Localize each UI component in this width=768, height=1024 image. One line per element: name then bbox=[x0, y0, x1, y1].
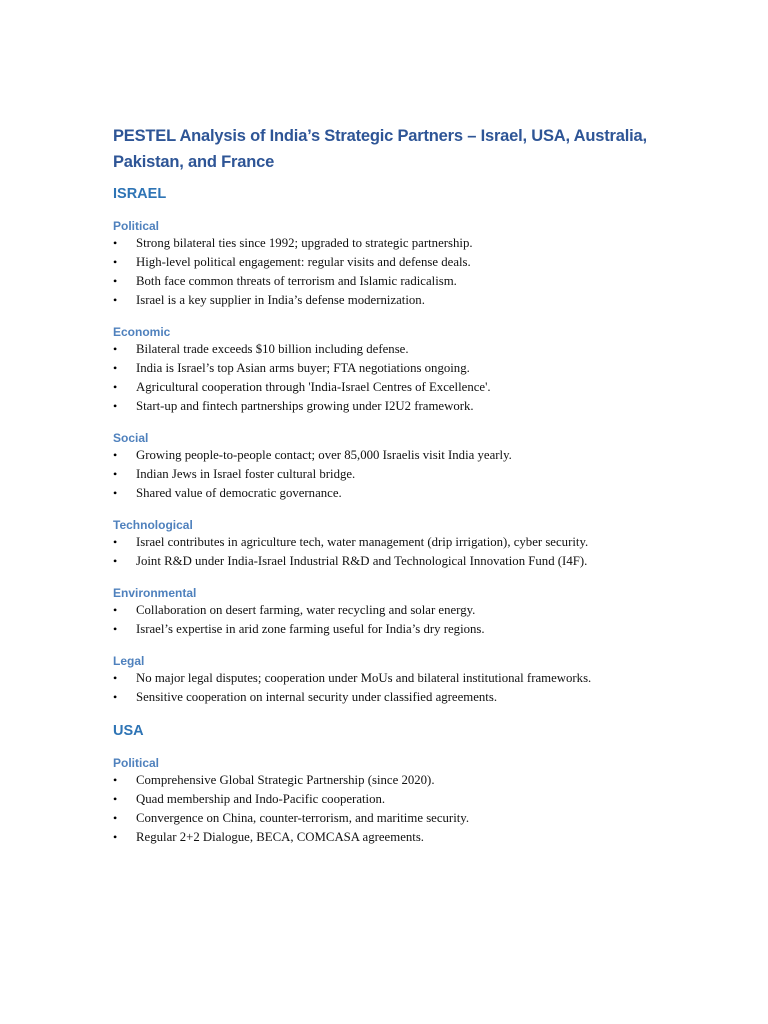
list-item bbox=[113, 790, 653, 809]
israel-environmental-heading: Environmental bbox=[113, 586, 197, 600]
list-item bbox=[113, 234, 653, 253]
list-item-text: Sensitive cooperation on internal security under classified agreements. bbox=[136, 690, 498, 704]
list-item bbox=[113, 291, 653, 310]
bullet-icon: • bbox=[113, 792, 118, 806]
list-item bbox=[113, 465, 653, 484]
bullet-icon: • bbox=[113, 236, 118, 250]
bullet-icon: • bbox=[113, 535, 118, 549]
list-item-text: Quad membership and Indo-Pacific cooperation. bbox=[136, 792, 386, 806]
list-item bbox=[113, 397, 653, 416]
list-item-text: No major legal disputes; cooperation under MoUs and bilateral institutional frameworks. bbox=[136, 671, 592, 685]
list-item bbox=[113, 484, 653, 503]
list-item bbox=[113, 669, 653, 688]
bullet-icon: • bbox=[113, 486, 118, 500]
list-item-text: Collaboration on desert farming, water recycling and solar energy. bbox=[136, 603, 476, 617]
list-item bbox=[113, 828, 653, 847]
list-item bbox=[113, 533, 653, 552]
bullet-icon: • bbox=[113, 554, 118, 568]
israel-social-list bbox=[113, 446, 653, 503]
bullet-icon: • bbox=[113, 811, 118, 825]
list-item-text: High-level political engagement: regular visits and defense deals. bbox=[136, 255, 471, 269]
usa-political-list bbox=[113, 771, 653, 847]
usa-political-heading: Political bbox=[113, 756, 160, 770]
list-item-text: Israel’s expertise in arid zone farming useful for India’s dry regions. bbox=[136, 622, 485, 636]
list-item bbox=[113, 771, 653, 790]
bullet-icon: • bbox=[113, 603, 118, 617]
list-item bbox=[113, 272, 653, 291]
israel-legal-heading: Legal bbox=[113, 654, 145, 668]
country-heading-usa: USA bbox=[113, 723, 144, 739]
israel-political-list bbox=[113, 234, 653, 310]
israel-technological-list bbox=[113, 533, 653, 571]
list-item bbox=[113, 688, 653, 707]
list-item-text: Israel is a key supplier in India’s defense modernization. bbox=[136, 293, 425, 307]
list-item bbox=[113, 601, 653, 620]
bullet-icon: • bbox=[113, 622, 118, 636]
israel-environmental-list bbox=[113, 601, 653, 639]
list-item bbox=[113, 620, 653, 639]
list-item-text: Both face common threats of terrorism and Islamic radicalism. bbox=[136, 274, 457, 288]
list-item-text: Start-up and fintech partnerships growing under I2U2 framework. bbox=[136, 399, 474, 413]
bullet-icon: • bbox=[113, 380, 118, 394]
list-item-text: Indian Jews in Israel foster cultural bridge. bbox=[136, 467, 356, 481]
list-item-text: Bilateral trade exceeds $10 billion including defense. bbox=[136, 342, 409, 356]
bullet-icon: • bbox=[113, 274, 118, 288]
list-item-text: Joint R&D under India-Israel Industrial R&D and Technological Innovation Fund (I4F). bbox=[136, 554, 588, 568]
bullet-icon: • bbox=[113, 342, 118, 356]
israel-legal-list bbox=[113, 669, 653, 707]
israel-political-heading: Political bbox=[113, 219, 160, 233]
israel-social-heading: Social bbox=[113, 431, 149, 445]
bullet-icon: • bbox=[113, 773, 118, 787]
document-title: PESTEL Analysis of India’s Strategic Partners – Israel, USA, Australia, Pakistan, and France bbox=[113, 127, 647, 171]
bullet-icon: • bbox=[113, 448, 118, 462]
list-item-text: Convergence on China, counter-terrorism, and maritime security. bbox=[136, 811, 470, 825]
list-item-text: Growing people-to-people contact; over 85,000 Israelis visit India yearly. bbox=[136, 448, 512, 462]
list-item-text: Agricultural cooperation through 'India-Israel Centres of Excellence'. bbox=[136, 380, 491, 394]
list-item bbox=[113, 340, 653, 359]
israel-technological-heading: Technological bbox=[113, 518, 193, 532]
list-item-text: Israel contributes in agriculture tech, water management (drip irrigation), cyber security. bbox=[136, 535, 589, 549]
bullet-icon: • bbox=[113, 293, 118, 307]
list-item-text: Strong bilateral ties since 1992; upgraded to strategic partnership. bbox=[136, 236, 473, 250]
israel-economic-heading: Economic bbox=[113, 325, 171, 339]
list-item bbox=[113, 552, 653, 571]
bullet-icon: • bbox=[113, 671, 118, 685]
document-page bbox=[113, 123, 653, 847]
list-item-text: Comprehensive Global Strategic Partnership (since 2020). bbox=[136, 773, 435, 787]
list-item-text: India is Israel’s top Asian arms buyer; FTA negotiations ongoing. bbox=[136, 361, 470, 375]
bullet-icon: • bbox=[113, 467, 118, 481]
list-item bbox=[113, 378, 653, 397]
list-item bbox=[113, 809, 653, 828]
list-item-text: Regular 2+2 Dialogue, BECA, COMCASA agreements. bbox=[136, 830, 425, 844]
list-item bbox=[113, 359, 653, 378]
israel-economic-list bbox=[113, 340, 653, 416]
bullet-icon: • bbox=[113, 830, 118, 844]
bullet-icon: • bbox=[113, 690, 118, 704]
list-item-text: Shared value of democratic governance. bbox=[136, 486, 342, 500]
list-item bbox=[113, 253, 653, 272]
country-heading-israel: ISRAEL bbox=[113, 186, 167, 202]
list-item bbox=[113, 446, 653, 465]
bullet-icon: • bbox=[113, 399, 118, 413]
bullet-icon: • bbox=[113, 255, 118, 269]
bullet-icon: • bbox=[113, 361, 118, 375]
